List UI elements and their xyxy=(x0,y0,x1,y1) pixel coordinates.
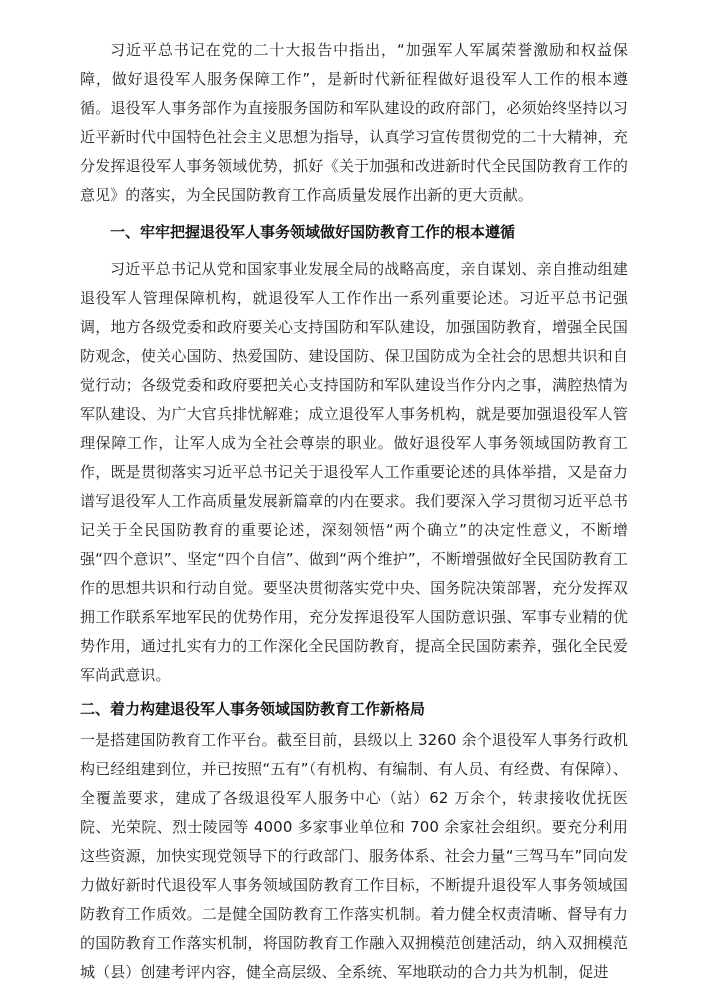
section-2-body: 一是搭建国防教育工作平台。截至目前，县级以上 3260 余个退役军人事务行政机构已经组建到位，并已按照“五有”（有机构、有编制、有人员、有经费、有保障）、全覆盖要求，建成了各级退役军人服务中心（站）62 万余个，转隶接收优抚医院、光荣院、烈士陵园等 4000 多家事业单位和 700 余家社会组织。要充分利用这些资源，加快实现党领导下的行政部门、服务体系、社会力量“三驾马车”同向发力做好新时代退役军人事务领域国防教育工作目标，不断提升退役军人事务领域国防教育工作质效。二是健全国防教育工作落实机制。着力健全权责清晰、督导有力的国防教育工作落实机制，将国防教育工作融入双拥模范创建活动，纳入双拥模范城（县）创建考评内容，健全高层级、全系统、军地联动的合力共为机制，促进 xyxy=(80,731,628,981)
section-1-heading: 一、牢牢把握退役军人事务领域做好国防教育工作的根本遵循 xyxy=(110,223,516,241)
intro-paragraph: 习近平总书记在党的二十大报告中指出，“加强军人军属荣誉激励和权益保障，做好退役军人服务保障工作”，是新时代新征程做好退役军人工作的根本遵循。退役军人事务部作为直接服务国防和军队建设的政府部门，必须始终坚持以习近平新时代中国特色社会主义思想为指导，认真学习宣传贯彻党的二十大精神，充分发挥退役军人事务领域优势，抓好《关于加强和改进新时代全民国防教育工作的意见》的落实，为全民国防教育工作高质量发展作出新的更大贡献。 xyxy=(80,41,628,204)
section-1-body: 习近平总书记从党和国家事业发展全局的战略高度，亲自谋划、亲自推动组建退役军人管理保障机构，就退役军人工作作出一系列重要论述。习近平总书记强调，地方各级党委和政府要关心支持国防和军队建设，加强国防教育，增强全民国防观念，使关心国防、热爱国防、建设国防、保卫国防成为全社会的思想共识和自觉行动；各级党委和政府要把关心支持国防和军队建设当作分内之事，满腔热情为军队建设、为广大官兵排忧解难；成立退役军人事务机构，就是要加强退役军人管理保障工作，让军人成为全社会尊崇的职业。做好退役军人事务领域国防教育工作，既是贯彻落实习近平总书记关于退役军人工作重要论述的具体举措，又是奋力谱写退役军人工作高质量发展新篇章的内在要求。我们要深入学习贯彻习近平总书记关于全民国防教育的重要论述，深刻领悟“两个确立”的决定性意义，不断增强“四个意识”、坚定“四个自信”、做到“两个维护”，不断增强做好全民国防教育工作的思想共识和行动自觉。要坚决贯彻落实党中央、国务院决策部署，充分发挥双拥工作联系军地军民的优势作用，充分发挥退役军人国防意识强、军事专业精的优势作用，通过扎实有力的工作深化全民国防教育，提高全民国防素养，强化全民爱军尚武意识。 xyxy=(80,260,628,684)
section-2-heading: 二、着力构建退役军人事务领域国防教育工作新格局 xyxy=(80,700,426,718)
document-page xyxy=(80,36,628,987)
